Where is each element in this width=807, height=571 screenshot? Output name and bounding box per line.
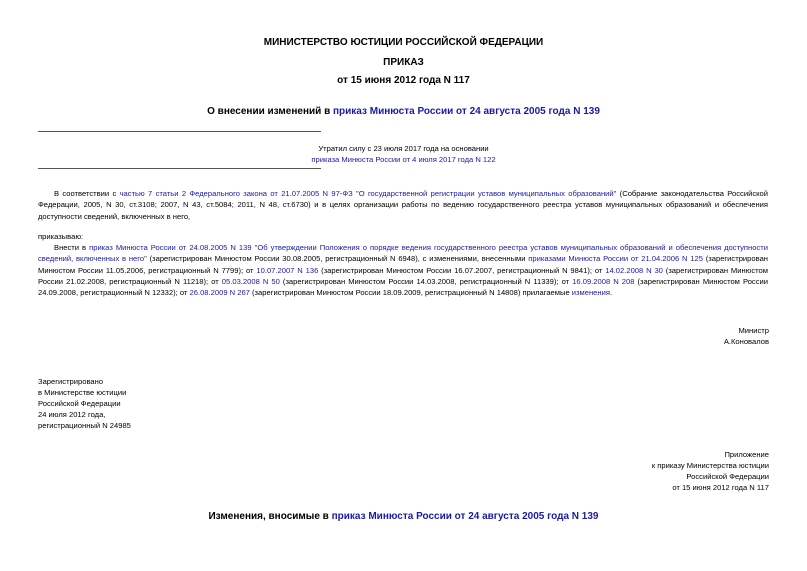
title-prefix: О внесении изменений в — [207, 106, 333, 117]
para1-text-1: В соответствии с — [54, 189, 120, 198]
para2-text: . — [609, 288, 613, 298]
amend-125-link[interactable]: приказами Минюста России от 21.04.2006 N 125 — [528, 254, 703, 264]
title-order-link[interactable]: приказ Минюста России от 24 августа 2005 года N 139 — [333, 106, 600, 117]
lost-force-notice — [0, 143, 807, 165]
para2-text: (зарегистрирован Минюстом России 16.07.2007, регистрационный N 9841); от — [318, 265, 606, 275]
registration-line: в Министерстве юстиции — [38, 388, 127, 397]
para2-text: (зарегистрирован Минюстом России 21.02.2008, регистрационный N 11218); от — [38, 265, 768, 286]
para2-text: (зарегистрирован Минюстом России 14.03.2008, регистрационный N 11339); от — [279, 276, 573, 286]
appendix-line: к приказу Министерства юстиции — [651, 461, 769, 470]
appendix-line: Приложение — [724, 450, 769, 459]
changes-title — [0, 511, 807, 522]
registration-line: Зарегистрировано — [38, 377, 104, 386]
lost-force-link[interactable]: приказа Минюста России от 4 июля 2017 года N 122 — [311, 155, 496, 164]
para2-text: (зарегистрирован Минюстом России 24.09.2008, регистрационный N 12332); от — [38, 276, 768, 298]
divider-top — [38, 131, 321, 132]
appendix-block — [652, 449, 769, 493]
registration-line: 24 июля 2012 года, — [38, 410, 106, 419]
signature-position: Министр — [738, 326, 769, 335]
registration-line: Российской Федерации — [38, 399, 121, 408]
para1-text-2: (Собрание законодательства Российской Федерации, 2005, N 30, ст.3108; 2007, N 43, ст.5084; 2011, N 48, ст.6730) и в целях организации работы по ведению государственного реестра уставов муниципальных образований и обеспечения доступности сведений, включенных в него, — [38, 189, 769, 221]
amend-267-link[interactable]: 26.08.2009 N 267 — [189, 288, 250, 298]
paragraph-order — [38, 242, 768, 298]
amend-208-link[interactable]: 16.09.2008 N 208 — [572, 276, 635, 286]
registration-block — [38, 376, 131, 431]
amend-50-link[interactable]: 05.03.2008 N 50 — [221, 276, 280, 286]
changes-link[interactable]: изменения — [571, 288, 610, 298]
doc-type-heading: ПРИКАЗ — [383, 57, 424, 68]
para2-text: (зарегистрирован Минюстом России 30.08.2005, регистрационный N 6948), с изменениями, внесенными — [146, 254, 529, 264]
registration-line: регистрационный N 24985 — [38, 421, 131, 430]
para2-text: (зарегистрирован Минюстом России 18.09.2009, регистрационный N 14808) прилагаемые — [249, 288, 572, 298]
amend-136-link[interactable]: 10.07.2007 N 136 — [256, 265, 319, 275]
document-title — [0, 106, 807, 117]
paragraph-basis — [38, 188, 768, 222]
para2-text: Внести в — [54, 243, 90, 252]
appendix-line: от 15 июня 2012 года N 117 — [672, 483, 769, 492]
order-139-link[interactable]: приказ Минюста России от 24.08.2005 N 139 "Об утверждении Положения о порядке ведения государственного реестра уставов муниципальных образований и обеспечения доступности сведений, включенных в него" — [38, 243, 768, 264]
changes-title-prefix: Изменения, вносимые в — [208, 511, 332, 522]
para2-text: (зарегистрирован Минюстом России 11.05.2006, регистрационный N 7799); от — [38, 254, 768, 275]
federal-law-link[interactable]: частью 7 статьи 2 Федерального закона от 21.07.2005 N 97-ФЗ "О государственной регистрации уставов муниципальных образований" — [119, 189, 617, 198]
signature-name: А.Коновалов — [723, 337, 769, 346]
changes-title-link[interactable]: приказ Минюста России от 24 августа 2005 года N 139 — [331, 511, 599, 522]
order-word: приказываю: — [38, 232, 84, 241]
doc-date-number: от 15 июня 2012 года N 117 — [337, 75, 470, 86]
signature-block — [724, 325, 769, 347]
ministry-heading: МИНИСТЕРСТВО ЮСТИЦИИ РОССИЙСКОЙ ФЕДЕРАЦИИ — [263, 37, 544, 48]
amend-30-link[interactable]: 14.02.2008 N 30 — [605, 265, 663, 275]
lost-force-text: Утратил силу с 23 июля 2017 года на основании — [318, 144, 489, 153]
appendix-line: Российской Федерации — [686, 472, 769, 481]
divider-bottom — [38, 168, 321, 169]
